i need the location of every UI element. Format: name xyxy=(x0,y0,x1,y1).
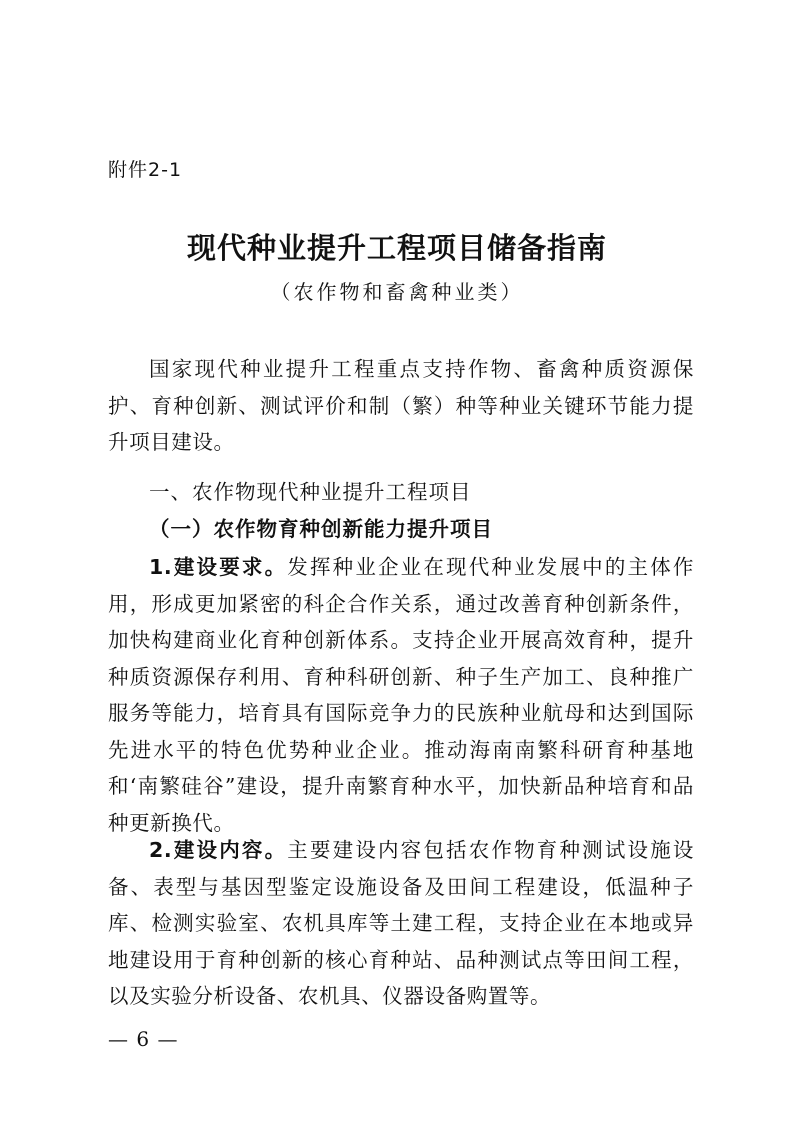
intro-paragraph: 国家现代种业提升工程重点支持作物、畜禽种质资源保护、育种创新、测试评价和制（繁）种等种业关键环节能力提升项目建设。 xyxy=(108,357,694,454)
page-number: — 6 — xyxy=(108,1027,179,1051)
document-title: 现代种业提升工程项目储备指南 xyxy=(186,231,607,265)
paragraph-requirements xyxy=(108,549,694,841)
paragraph-text: 发挥种业企业在现代种业发展中的主体作用，形成更加紧密的科企合作关系，通过改善育种创新条件，加快构建商业化育种创新体系。支持企业开展高效育种，提升种质资源保存利用、育种科研创新、种子生产加工、良种推广服务等能力，培育具有国际竞争力的民族种业航母和达到国际先进水平的特色优势种业企业。推动海南南繁科研育种基地和‘南繁硅谷”建设，提升南繁育种水平，加快新品种培育和品种更新换代。 xyxy=(108,555,694,835)
document-subtitle: （农作物和畜禽种业类） xyxy=(270,280,524,304)
subsection-heading: （一）农作物育种创新能力提升项目 xyxy=(149,517,493,541)
attachment-label: 附件2-1 xyxy=(108,159,183,181)
paragraph-lead: 2.建设内容。 xyxy=(149,838,288,862)
paragraph-lead: 1.建设要求。 xyxy=(149,555,288,579)
paragraph-contents xyxy=(108,832,694,1015)
section-heading: 一、农作物现代种业提升工程项目 xyxy=(149,480,472,504)
paragraph-text: 主要建设内容包括农作物育种测试设施设备、表型与基因型鉴定设施设备及田间工程建设，低温种子库、检测实验室、农机具库等土建工程，支持企业在本地或异地建设用于育种创新的核心育种站、品种测试点等田间工程，以及实验分析设备、农机具、仪器设备购置等。 xyxy=(108,838,694,1008)
